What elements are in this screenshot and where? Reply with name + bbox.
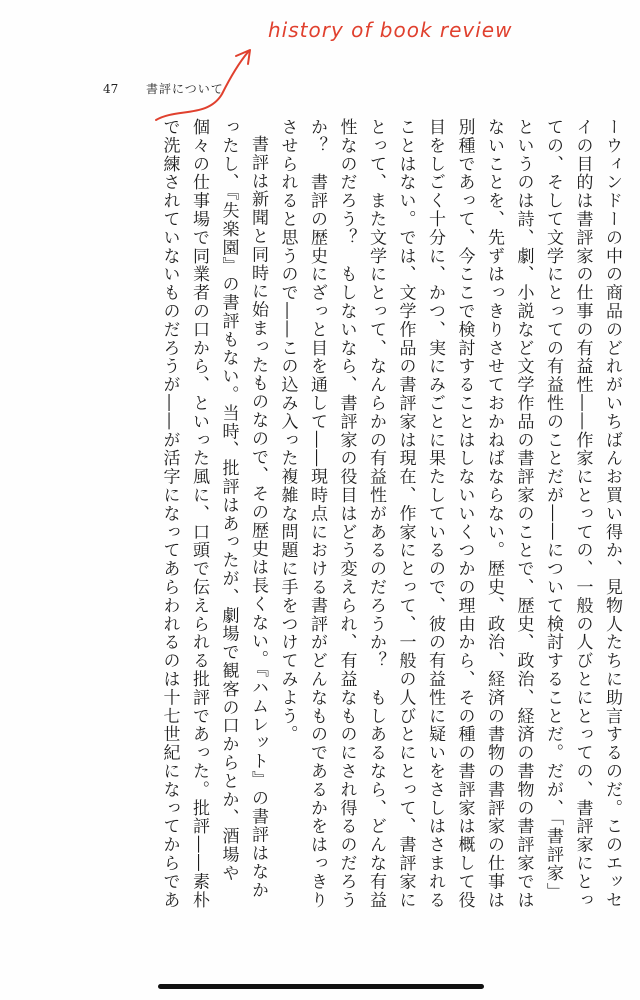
- text-column: 性なのだろう？ もしないなら、書評家の役目はどう変えられ、有益なものにされ得るのだろう: [336, 118, 357, 910]
- home-indicator[interactable]: [158, 984, 484, 989]
- text-column: ことはない。では、文学作品の書評家は現在、作家にとって、一般の人びとにとって、書評家に: [395, 118, 416, 910]
- vertical-body-text: [82, 118, 626, 918]
- text-column: ったし、『失楽園』の書評もない。当時、批評はあったが、劇場で観客の口からとか、酒場や: [218, 118, 239, 883]
- text-column: 書評は新聞と同時に始まったものなので、その歴史は長くない。『ハムレット』の書評はなか: [248, 135, 268, 900]
- text-column: ーウィンドーの中の商品のどれがいちばんお買い得か、見物人たちに助言するのだ。このエッセ: [602, 118, 622, 910]
- running-head: 書評について: [146, 82, 224, 96]
- text-column: 目をしごく十分に、かつ、実にみごとに果たしているので、彼の有益性に疑いをさしはさまれる: [425, 118, 445, 910]
- text-column: ないことを、先ずはっきりさせておかねばならない。歴史、政治、経済の書物の書評家の仕事は: [484, 118, 504, 910]
- page-number: 47: [103, 82, 119, 96]
- handwritten-note: history of book review: [268, 18, 513, 42]
- text-column: とって、また文学にとって、なんらかの有益性があるのだろうか？ もしあるなら、どんな有益: [366, 118, 386, 910]
- text-column: 個々の仕事場で同業者の口から、といった風に、口頭で伝えられる批評であった。批評――素朴: [189, 118, 209, 910]
- text-column: ての、そして文学にとっての有益性のことだが――について検討することだ。だが、「書評家」: [543, 118, 563, 901]
- text-column: で洗練されていないものだろうが――が活字になってあらわれるのは十七世紀になってからであ: [159, 118, 180, 910]
- text-column: イの目的は書評家の仕事の有益性――作家にとっての、一般の人びとにとっての、書評家にとっ: [572, 118, 593, 910]
- text-column: というのは詩、劇、小説など文学作品の書評家のことで、歴史、政治、経済の書物の書評家では: [513, 118, 534, 910]
- text-column: させられると思うので――この込み入った複雑な問題に手をつけてみよう。: [277, 118, 298, 744]
- text-column: 別種であって、今ここで検討することはしないいくつかの理由から、その種の書評家は概して役: [454, 118, 475, 910]
- text-column: か？ 書評の歴史にざっと目を通して――現時点における書評がどんなものであるかをはっきり: [307, 118, 327, 910]
